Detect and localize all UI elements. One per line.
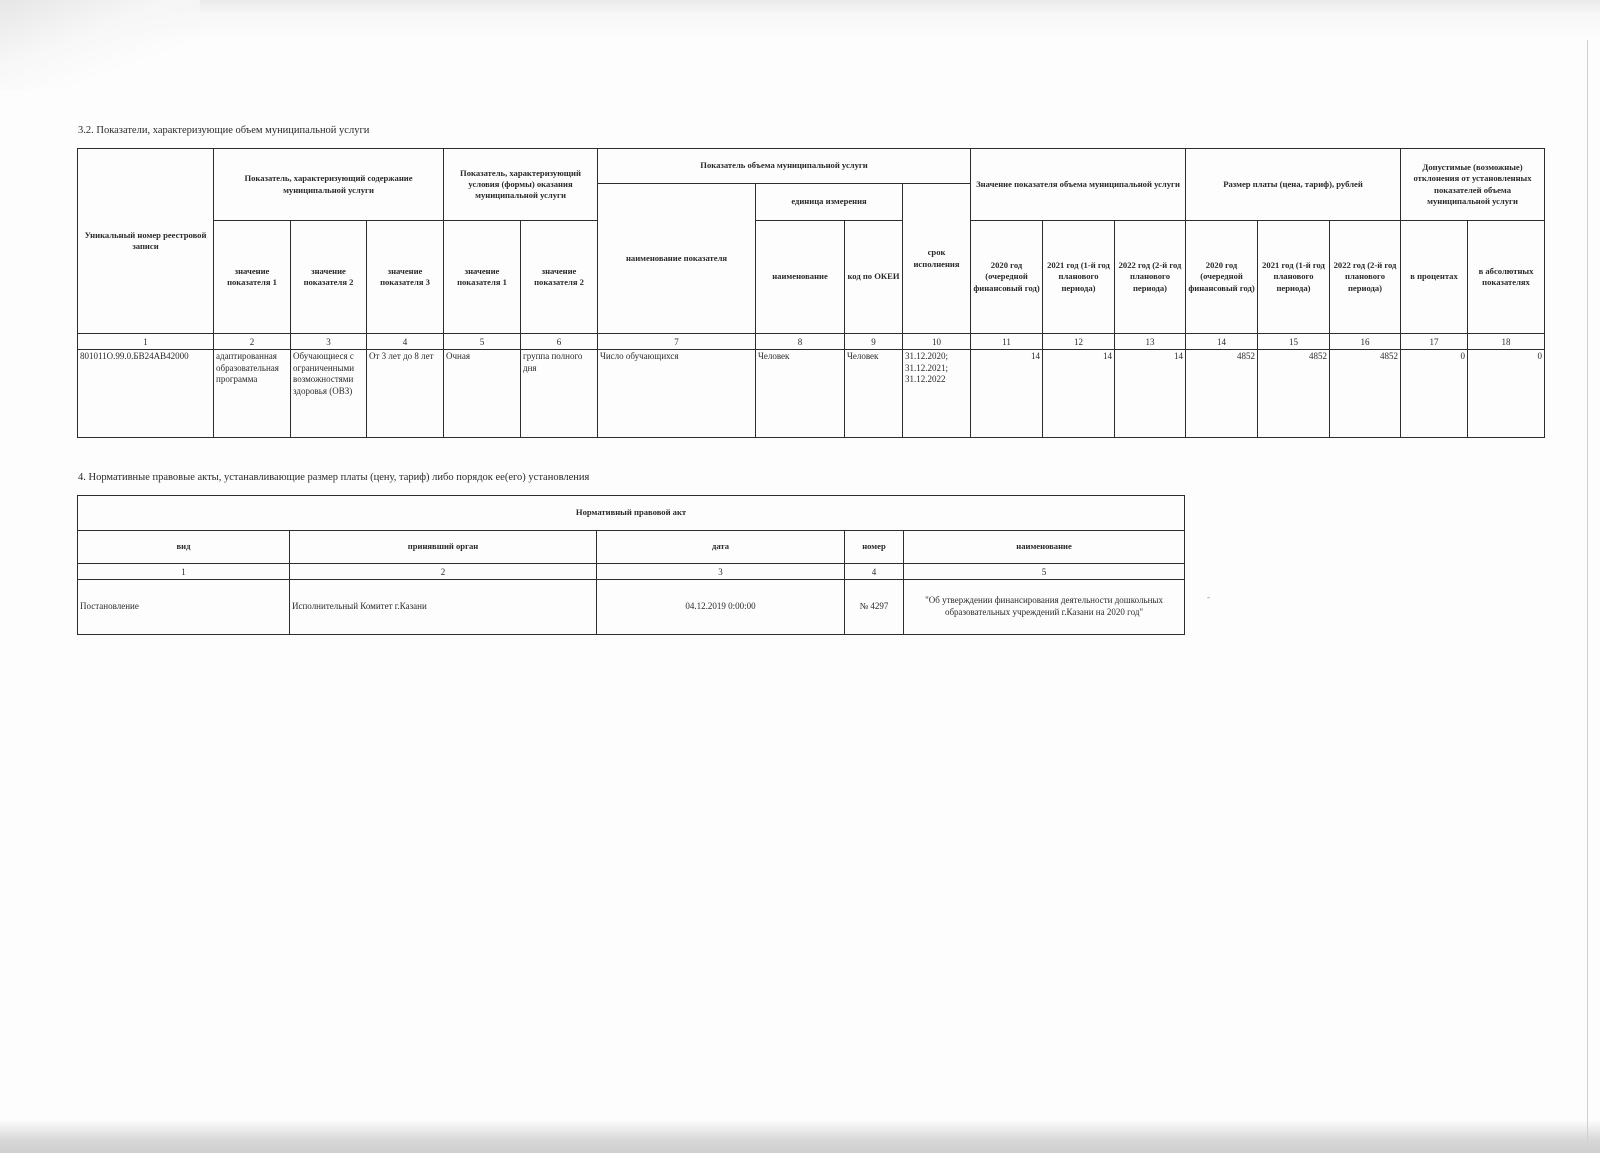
column-number: 1 [78, 334, 214, 350]
column-number: 8 [756, 334, 845, 350]
header-deviation-percent: в процентах [1401, 221, 1468, 334]
cell-deviation-absolute: 0 [1468, 350, 1545, 438]
column-number: 4 [845, 564, 904, 580]
cell-condition-2: группа полного дня [521, 350, 598, 438]
header-value-2021: 2021 год (1-й год планового периода) [1043, 221, 1115, 334]
header-conditions-group: Показатель, характеризующий условия (формы) оказания муниципальной услуги [444, 149, 598, 221]
header-deviation-absolute: в абсолютных показателях [1468, 221, 1545, 334]
cell-deadline: 31.12.2020; 31.12.2021; 31.12.2022 [903, 350, 971, 438]
column-number: 11 [971, 334, 1043, 350]
column-number: 4 [367, 334, 444, 350]
cell-content-2: Обучающиеся с ограниченными возможностями здоровья (ОВЗ) [291, 350, 367, 438]
column-number: 17 [1401, 334, 1468, 350]
header-act-authority: принявший орган [290, 531, 597, 564]
column-number: 14 [1186, 334, 1258, 350]
column-number: 1 [78, 564, 290, 580]
header-value-group: Значение показателя объема муниципальной услуги [971, 149, 1186, 221]
cell-act-authority: Исполнительный Комитет г.Казани [290, 580, 597, 635]
column-number: 5 [444, 334, 521, 350]
column-number-row [78, 564, 1185, 580]
header-payment-2022: 2022 год (2-й год планового периода) [1330, 221, 1401, 334]
column-number: 13 [1115, 334, 1186, 350]
cell-act-number: № 4297 [845, 580, 904, 635]
header-deadline: срок исполнения [903, 184, 971, 334]
cell-content-1: адаптированная образовательная программа [214, 350, 291, 438]
cell-act-type: Постановление [78, 580, 290, 635]
column-number: 18 [1468, 334, 1545, 350]
column-number: 16 [1330, 334, 1401, 350]
column-number: 10 [903, 334, 971, 350]
header-volume-group: Показатель объема муниципальной услуги [598, 149, 971, 184]
header-content-3: значение показателя 3 [367, 221, 444, 334]
cell-unit-name: Человек [756, 350, 845, 438]
cell-value-2020: 14 [971, 350, 1043, 438]
header-payment-group: Размер платы (цена, тариф), рублей [1186, 149, 1401, 221]
header-value-2020: 2020 год (очередной финансовый год) [971, 221, 1043, 334]
table-row [78, 350, 1545, 438]
cell-condition-1: Очная [444, 350, 521, 438]
column-number: 2 [290, 564, 597, 580]
column-number: 5 [904, 564, 1185, 580]
header-act-date: дата [597, 531, 845, 564]
column-number: 12 [1043, 334, 1115, 350]
stray-mark: - [1207, 592, 1210, 602]
header-payment-2020: 2020 год (очередной финансовый год) [1186, 221, 1258, 334]
cell-payment-2020: 4852 [1186, 350, 1258, 438]
header-deviation-group: Допустимые (возможные) отклонения от установленных показателей объема муниципальной услуги [1401, 149, 1545, 221]
header-indicator-name: наименование показателя [598, 184, 756, 334]
cell-payment-2022: 4852 [1330, 350, 1401, 438]
cell-unique-number: 801011О.99.0.БВ24АВ42000 [78, 350, 214, 438]
cell-okei-code: Человек [845, 350, 903, 438]
cell-content-3: От 3 лет до 8 лет [367, 350, 444, 438]
header-unit-name: наименование [756, 221, 845, 334]
column-number: 2 [214, 334, 291, 350]
volume-indicators-table [77, 148, 1545, 438]
header-value-2022: 2022 год (2-й год планового периода) [1115, 221, 1186, 334]
column-number: 7 [598, 334, 756, 350]
header-payment-2021: 2021 год (1-й год планового периода) [1258, 221, 1330, 334]
header-act-name: наименование [904, 531, 1185, 564]
column-number-row [78, 334, 1545, 350]
cell-act-date: 04.12.2019 0:00:00 [597, 580, 845, 635]
header-unique-number: Уникальный номер реестровой записи [78, 149, 214, 334]
header-unit-group: единица измерения [756, 184, 903, 221]
page-corner-fold [0, 0, 200, 90]
cell-payment-2021: 4852 [1258, 350, 1330, 438]
header-condition-1: значение показателя 1 [444, 221, 521, 334]
column-number: 6 [521, 334, 598, 350]
column-number: 9 [845, 334, 903, 350]
header-condition-2: значение показателя 2 [521, 221, 598, 334]
header-content-group: Показатель, характеризующий содержание муниципальной услуги [214, 149, 444, 221]
header-legal-act-group: Нормативный правовой акт [78, 496, 1185, 531]
header-content-1: значение показателя 1 [214, 221, 291, 334]
page-edge-line [1587, 40, 1588, 1140]
column-number: 3 [597, 564, 845, 580]
cell-deviation-percent: 0 [1401, 350, 1468, 438]
section-3-2-title: 3.2. Показатели, характеризующие объем муниципальной услуги [78, 125, 370, 136]
cell-value-2022: 14 [1115, 350, 1186, 438]
column-number: 3 [291, 334, 367, 350]
header-act-type: вид [78, 531, 290, 564]
cell-indicator-name: Число обучающихся [598, 350, 756, 438]
table-row [78, 580, 1185, 635]
cell-act-name: "Об утверждении финансирования деятельности дошкольных образовательных учреждений г.Казани на 2020 год" [904, 580, 1185, 635]
section-4-title: 4. Нормативные правовые акты, устанавливающие размер платы (цену, тариф) либо порядок ее(его) установления [78, 472, 590, 483]
column-number: 15 [1258, 334, 1330, 350]
cell-value-2021: 14 [1043, 350, 1115, 438]
header-okei-code: код по ОКЕИ [845, 221, 903, 334]
legal-acts-table [77, 495, 1185, 635]
header-act-number: номер [845, 531, 904, 564]
header-content-2: значение показателя 2 [291, 221, 367, 334]
